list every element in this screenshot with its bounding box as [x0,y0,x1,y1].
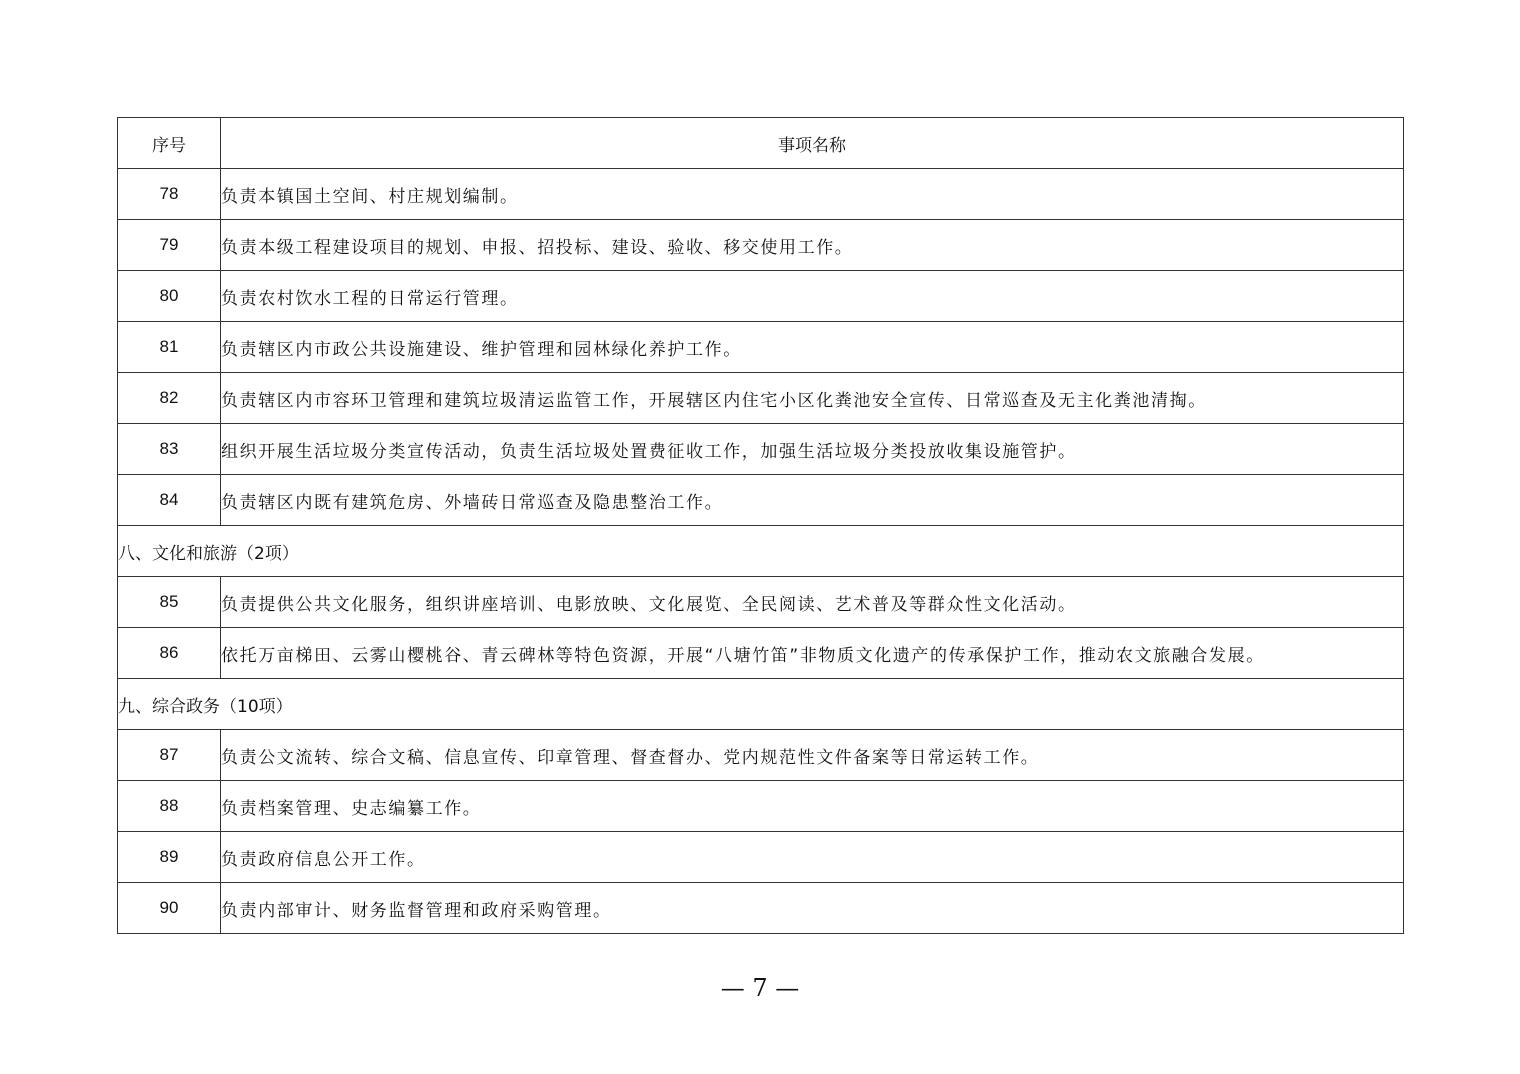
table-row [118,373,1404,424]
item-name: 负责本级工程建设项目的规划、申报、招投标、建设、验收、移交使用工作。 [221,220,1404,271]
item-number: 90 [118,883,221,934]
item-name: 负责公文流转、综合文稿、信息宣传、印章管理、督查督办、党内规范性文件备案等日常运转工作。 [221,730,1404,781]
section-row [118,679,1404,730]
item-number: 86 [118,628,221,679]
table-row [118,475,1404,526]
item-number: 82 [118,373,221,424]
items-table [117,117,1404,934]
table-row [118,628,1404,679]
item-name: 负责辖区内市容环卫管理和建筑垃圾清运监管工作，开展辖区内住宅小区化粪池安全宣传、日常巡查及无主化粪池清掏。 [221,373,1404,424]
table-row [118,220,1404,271]
item-name: 负责辖区内市政公共设施建设、维护管理和园林绿化养护工作。 [221,322,1404,373]
item-number: 89 [118,832,221,883]
item-name: 负责档案管理、史志编纂工作。 [221,781,1404,832]
item-number: 79 [118,220,221,271]
item-number: 78 [118,169,221,220]
table-body [118,169,1404,934]
item-name: 负责农村饮水工程的日常运行管理。 [221,271,1404,322]
item-number: 81 [118,322,221,373]
table-row [118,883,1404,934]
page-number: — 7 — [720,974,800,1002]
item-name: 组织开展生活垃圾分类宣传活动，负责生活垃圾处置费征收工作，加强生活垃圾分类投放收集设施管护。 [221,424,1404,475]
column-header-no: 序号 [118,118,221,169]
item-number: 87 [118,730,221,781]
item-name: 负责内部审计、财务监督管理和政府采购管理。 [221,883,1404,934]
item-number: 80 [118,271,221,322]
item-number: 84 [118,475,221,526]
column-header-name: 事项名称 [221,118,1404,169]
item-number: 88 [118,781,221,832]
table-row [118,424,1404,475]
item-name: 负责提供公共文化服务，组织讲座培训、电影放映、文化展览、全民阅读、艺术普及等群众性文化活动。 [221,577,1404,628]
item-name: 负责政府信息公开工作。 [221,832,1404,883]
table-row [118,832,1404,883]
item-number: 83 [118,424,221,475]
section-title: 九、综合政务（10项） [118,679,1404,730]
item-name: 依托万亩梯田、云雾山樱桃谷、青云碑林等特色资源，开展“八塘竹笛”非物质文化遗产的传承保护工作，推动农文旅融合发展。 [221,628,1404,679]
table-row [118,271,1404,322]
table-row [118,169,1404,220]
table-row [118,577,1404,628]
table-row [118,781,1404,832]
table-row [118,730,1404,781]
item-number: 85 [118,577,221,628]
section-title: 八、文化和旅游（2项） [118,526,1404,577]
table-header-row [118,118,1404,169]
item-name: 负责辖区内既有建筑危房、外墙砖日常巡查及隐患整治工作。 [221,475,1404,526]
item-name: 负责本镇国土空间、村庄规划编制。 [221,169,1404,220]
section-row [118,526,1404,577]
table-row [118,322,1404,373]
